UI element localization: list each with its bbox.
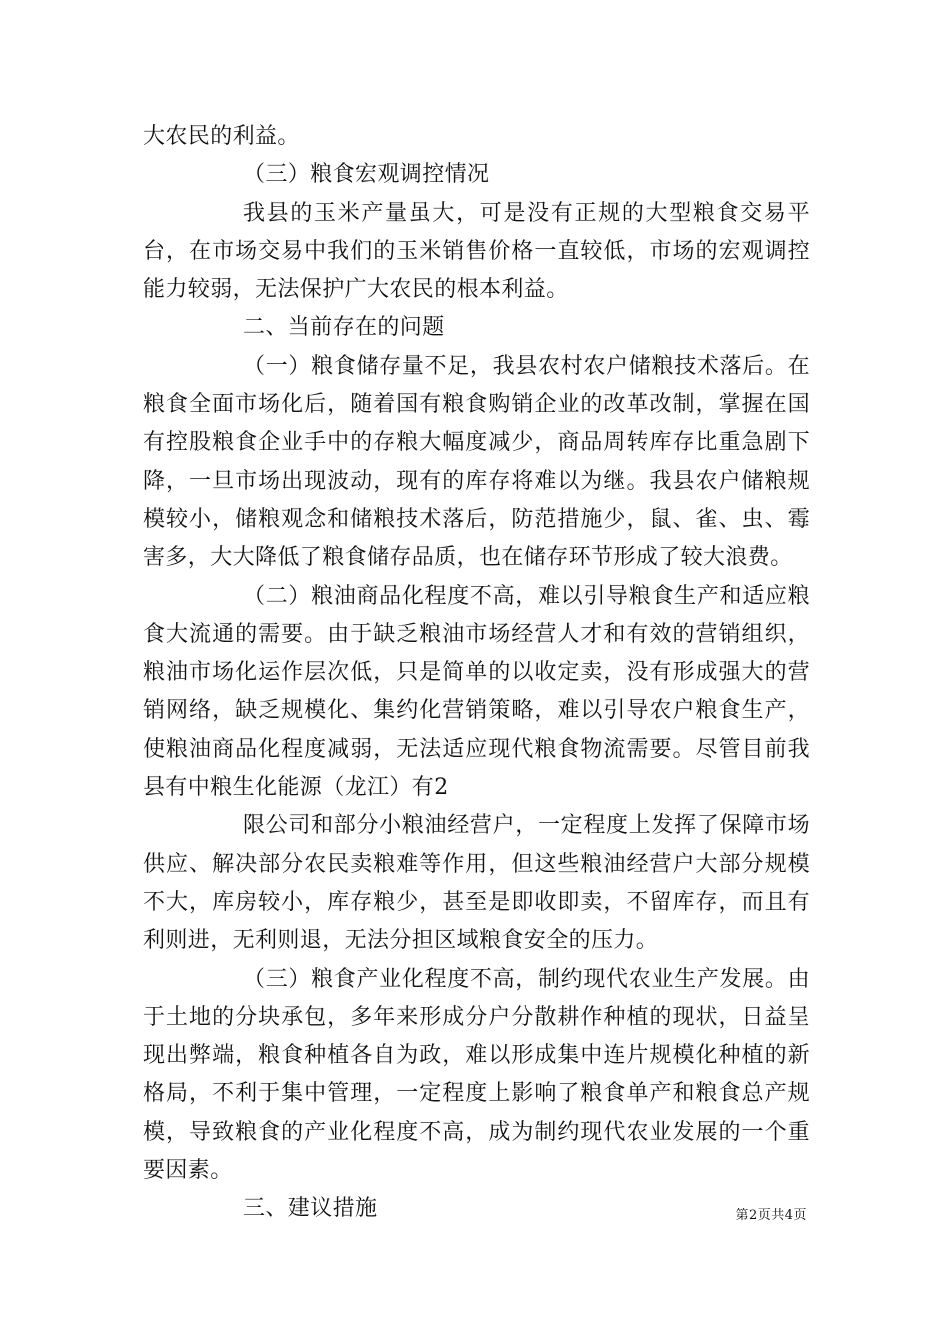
paragraph-commercialization: （二）粮油商品化程度不高，难以引导粮食生产和适应粮食大流通的需要。由于缺乏粮油市场经营人才和有效的营销组织，粮油市场化运作层次低，只是简单的以收定卖，没有形成强大的营销网络，缺乏规模化、集约化营销策略，难以引导农户粮食生产，使粮油商品化程度减弱，无法适应现代粮食物流需要。尽管目前我县有中粮生化能源（龙江）有2 <box>143 583 810 801</box>
section-heading-current-problems: 二、当前存在的问题 <box>243 315 445 341</box>
section-heading-macro-control: （三）粮食宏观调控情况 <box>243 162 490 188</box>
paragraph-industrialization: （三）粮食产业化程度不高，制约现代农业生产发展。由于土地的分块承包，多年来形成分户分散耕作种植的现状，日益呈现出弊端，粮食种植各自为政，难以形成集中连片规模化种植的新格局，不利于集中管理，一定程度上影响了粮食单产和粮食总产规模，导致粮食的产业化程度不高，成为制约现代农业发展的一个重要因素。 <box>143 966 810 1184</box>
page-number: 第2页共4页 <box>735 1208 807 1223</box>
document-body <box>143 118 810 1229</box>
paragraph-storage: （一）粮食储存量不足，我县农村农户储粮技术落后。在粮食全面市场化后，随着国有粮食购销企业的改革改制，掌握在国有控股粮食企业手中的存粮大幅度减少，商品周转库存比重急剧下降，一旦市场出现波动，现有的库存将难以为继。我县农户储粮规模较小，储粮观念和储粮技术落后，防范措施少，鼠、雀、虫、霉害多，大大降低了粮食储存品质，也在储存环节形成了较大浪费。 <box>143 353 810 571</box>
paragraph-macro-control: 我县的玉米产量虽大，可是没有正规的大型粮食交易平台，在市场交易中我们的玉米销售价格一直较低，市场的宏观调控能力较弱，无法保护广大农民的根本利益。 <box>143 200 810 303</box>
paragraph-operators: 限公司和部分小粮油经营户，一定程度上发挥了保障市场供应、解决部分农民卖粮难等作用，但这些粮油经营户大部分规模不大，库房较小，库存粮少，甚至是即收即卖，不留库存，而且有利则进，无利则退，无法分担区域粮食安全的压力。 <box>143 813 810 954</box>
section-heading-suggestions: 三、建议措施 <box>243 1196 378 1222</box>
paragraph-continuation: 大农民的利益。 <box>143 124 300 149</box>
